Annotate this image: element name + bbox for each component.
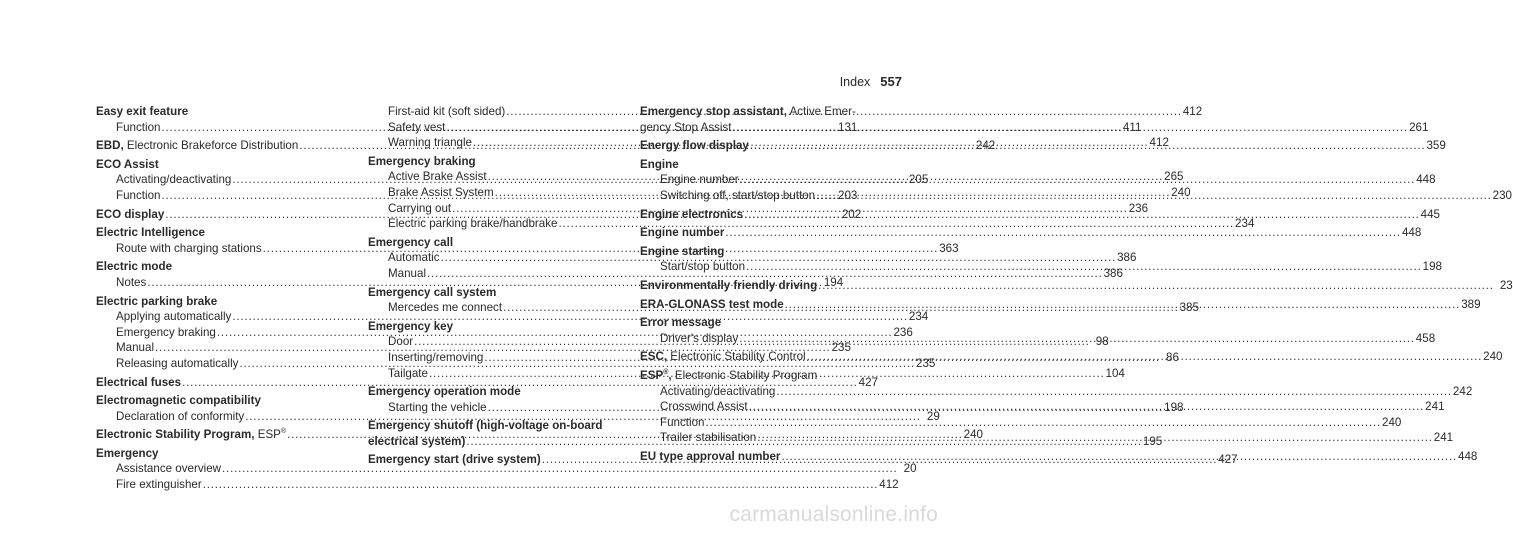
index-heading-line bbox=[640, 104, 894, 120]
subentry-text: Warning triangle bbox=[388, 136, 472, 150]
subentry-text: Starting the vehicle bbox=[388, 400, 487, 414]
page-ref: 359 bbox=[1426, 139, 1446, 153]
index-heading: Energy flow display bbox=[640, 139, 749, 153]
subentry-text: Switching off, start/stop button bbox=[660, 188, 816, 202]
index-heading-line bbox=[96, 225, 351, 241]
subentry-text: First-aid kit (soft sided) bbox=[388, 105, 506, 118]
page-ref: 385 bbox=[1179, 301, 1199, 315]
leader-dots bbox=[818, 278, 1494, 294]
page-ref: 205 bbox=[908, 173, 929, 187]
index-heading-line bbox=[640, 368, 894, 384]
page-ref: 235 bbox=[831, 341, 851, 355]
subentry-text: Manual bbox=[388, 266, 427, 280]
index-heading-line bbox=[368, 285, 622, 301]
index-heading: Emergency call bbox=[368, 235, 454, 249]
page-ref: 265 bbox=[1164, 170, 1184, 184]
index-heading: Electrical fuses bbox=[96, 375, 182, 389]
index-subentry bbox=[368, 216, 1255, 232]
page-ref: 234 bbox=[908, 310, 929, 324]
page-ref: 427 bbox=[1218, 453, 1238, 467]
leader-dots bbox=[816, 188, 1492, 204]
page-ref: 386 bbox=[1103, 266, 1123, 280]
page-ref: 241 bbox=[1425, 400, 1445, 414]
page-ref: 242 bbox=[1452, 384, 1473, 398]
subentry-text: Function bbox=[660, 415, 705, 429]
section-title: Index bbox=[839, 75, 871, 89]
index-heading: Emergency braking bbox=[368, 154, 476, 168]
subentry-text: Applying automatically bbox=[116, 310, 232, 324]
index-heading-line bbox=[640, 244, 894, 260]
leader-dots bbox=[740, 172, 1416, 188]
index-heading: ERA-GLONASS test mode bbox=[640, 297, 784, 311]
index-heading-line bbox=[368, 319, 622, 335]
index-heading-line bbox=[96, 104, 351, 120]
subentry-text: Notes bbox=[116, 275, 147, 289]
index-heading-line bbox=[640, 315, 894, 331]
index-heading-line bbox=[96, 294, 351, 310]
running-head bbox=[840, 74, 902, 89]
subentry-text: Inserting/removing bbox=[388, 350, 484, 364]
index-heading-rest: ESP® bbox=[254, 428, 287, 442]
index-heading-line bbox=[368, 384, 622, 400]
page-ref: 29 bbox=[926, 409, 940, 423]
page-ref: 203 bbox=[838, 188, 858, 202]
subentry-text: Door bbox=[388, 335, 414, 349]
index-heading: EU type approval number bbox=[640, 449, 781, 463]
index-entry bbox=[640, 225, 1422, 241]
index-heading: Emergency operation mode bbox=[368, 385, 521, 399]
page-ref: 363 bbox=[939, 241, 959, 255]
page-ref: 448 bbox=[1458, 449, 1478, 463]
subentry-text: Engine number bbox=[660, 173, 739, 187]
page-ref: 194 bbox=[823, 275, 844, 289]
subentry-text: Brake Assist System bbox=[388, 185, 494, 199]
index-subentry bbox=[96, 477, 899, 493]
leader-dots bbox=[746, 259, 1422, 275]
index-heading-rest: Active Emer- bbox=[786, 105, 856, 118]
index-heading: Engine electronics bbox=[640, 207, 744, 221]
page-ref: 131 bbox=[838, 120, 858, 134]
leader-dots bbox=[744, 207, 1420, 223]
index-heading: Emergency key bbox=[368, 319, 454, 333]
index-heading-line bbox=[96, 259, 351, 275]
index-heading: Electromagnetic compatibility bbox=[96, 394, 261, 408]
leader-dots bbox=[807, 349, 1483, 365]
page-ref: 458 bbox=[1415, 331, 1436, 345]
page-ref: 412 bbox=[879, 478, 899, 492]
page-ref: 104 bbox=[1105, 366, 1125, 380]
page-ref: 445 bbox=[1420, 207, 1440, 221]
leader-dots bbox=[203, 477, 879, 493]
page-ref: 242 bbox=[975, 139, 996, 153]
leader-dots bbox=[781, 449, 1457, 465]
leader-dots bbox=[776, 384, 1452, 400]
index-heading-rest: Electronic Brakeforce Distribution bbox=[123, 139, 299, 153]
subentry-text: Driver's display bbox=[660, 331, 739, 345]
subentry-text: Assistance overview bbox=[116, 462, 222, 476]
leader-dots bbox=[785, 297, 1461, 313]
page-ref: 448 bbox=[1416, 173, 1436, 187]
subentry-text: Automatic bbox=[388, 251, 440, 265]
subentry-text: Tailgate bbox=[388, 366, 428, 380]
index-heading: Emergency stop assistant, Active Emer- bbox=[640, 105, 856, 118]
index-heading: Emergency start (drive system) bbox=[368, 453, 541, 467]
page-ref: 427 bbox=[858, 375, 878, 389]
leader-dots bbox=[705, 415, 1381, 431]
page-ref: 389 bbox=[1461, 297, 1481, 311]
index-heading-line bbox=[640, 157, 894, 173]
subentry-text: Active Brake Assist bbox=[388, 170, 487, 184]
index-entry bbox=[640, 278, 1513, 294]
index-heading-line bbox=[640, 278, 1513, 294]
page-ref: 230 bbox=[1492, 188, 1512, 202]
page-ref: 236 bbox=[893, 325, 913, 339]
index-heading: ECO display bbox=[96, 207, 165, 221]
leader-dots bbox=[733, 120, 1409, 136]
index-heading: Engine bbox=[640, 157, 679, 171]
page-ref: 195 bbox=[1142, 434, 1163, 448]
index-heading: Error message bbox=[640, 316, 722, 330]
index-heading-rest: Electronic Stability Program bbox=[671, 368, 818, 382]
page-ref: 198 bbox=[1164, 400, 1184, 414]
page-ref: 20 bbox=[903, 462, 917, 476]
index-heading: Electric Intelligence bbox=[96, 226, 205, 240]
subentry-text: Activating/deactivating bbox=[660, 384, 776, 398]
page-ref: 23 bbox=[1499, 278, 1513, 292]
page-ref: 412 bbox=[1149, 136, 1169, 150]
index-heading: Emergency call system bbox=[368, 285, 497, 299]
index-heading-line bbox=[96, 393, 351, 409]
index-heading: ESC, Electronic Stability Control bbox=[640, 350, 806, 364]
index-heading: Engine number bbox=[640, 226, 725, 240]
page-ref: 240 bbox=[1382, 415, 1402, 429]
index-heading: Electric mode bbox=[96, 260, 173, 274]
index-heading: ESP®, Electronic Stability Program bbox=[640, 368, 818, 382]
page-ref: 240 bbox=[963, 428, 983, 442]
page-ref: 236 bbox=[1128, 201, 1149, 215]
page-ref: 98 bbox=[1095, 335, 1109, 349]
index-heading-line bbox=[368, 154, 622, 170]
page-ref: 411 bbox=[1122, 120, 1142, 134]
subentry-text: Safety vest bbox=[388, 120, 446, 134]
page-ref: 241 bbox=[1433, 431, 1454, 445]
index-heading: Electric parking brake bbox=[96, 294, 218, 308]
page-ref: 202 bbox=[841, 207, 862, 221]
page-ref: 386 bbox=[1117, 251, 1137, 265]
index-heading: Easy exit feature bbox=[96, 105, 189, 118]
subentry-text: Function bbox=[116, 188, 161, 202]
index-heading-line bbox=[368, 235, 622, 251]
subentry-text: Start/stop button bbox=[660, 260, 746, 274]
subentry-text: Trailer stabilisation bbox=[660, 431, 757, 445]
index-heading: Engine starting bbox=[640, 244, 725, 258]
index-heading: Emergency bbox=[96, 446, 159, 460]
page-ref: 412 bbox=[1182, 105, 1203, 118]
index-heading: EBD, Electronic Brakeforce Distribution bbox=[96, 139, 299, 153]
page-ref: 235 bbox=[916, 356, 936, 370]
page-number: 557 bbox=[880, 74, 902, 89]
page-ref: 240 bbox=[1171, 185, 1191, 199]
leader-dots bbox=[749, 399, 1425, 415]
subentry-text: Carrying out bbox=[388, 201, 452, 215]
index-subentry bbox=[96, 461, 917, 477]
index-heading-line bbox=[96, 157, 351, 173]
index-heading: Electronic Stability Program, ESP® bbox=[96, 428, 287, 442]
subentry-text: Releasing automatically bbox=[116, 356, 239, 370]
subentry-text: Declaration of conformity bbox=[116, 409, 245, 423]
page-ref: 448 bbox=[1401, 226, 1422, 240]
leader-dots bbox=[725, 225, 1401, 241]
subentry-text: Mercedes me connect bbox=[388, 301, 503, 315]
index-subentry bbox=[640, 384, 1473, 400]
subentry-text: Manual bbox=[116, 341, 155, 355]
index-heading-line bbox=[640, 225, 1422, 241]
leader-dots bbox=[739, 331, 1415, 347]
index-heading-line bbox=[96, 446, 351, 462]
page-ref: 240 bbox=[1483, 350, 1503, 364]
index-heading: Emergency shutoff (high-voltage on-board bbox=[368, 419, 603, 433]
index-heading-rest: Electronic Stability Control bbox=[667, 350, 806, 364]
page-ref: 86 bbox=[1166, 350, 1179, 364]
index-continuation: electrical system) bbox=[368, 434, 466, 448]
index-heading: Environmentally friendly driving bbox=[640, 278, 818, 292]
page-ref: 234 bbox=[1235, 217, 1255, 231]
leader-dots bbox=[757, 430, 1433, 446]
index-continuation: gency Stop Assist bbox=[640, 120, 732, 134]
subentry-text: Fire extinguisher bbox=[116, 478, 202, 492]
subentry-text: Activating/deactivating bbox=[116, 173, 232, 187]
subentry-text: Function bbox=[116, 120, 161, 134]
subentry-text: Crosswind Assist bbox=[660, 400, 748, 414]
index-heading: ECO Assist bbox=[96, 157, 159, 171]
watermark: carmanualsonline.info bbox=[729, 503, 938, 526]
leader-dots bbox=[750, 138, 1426, 154]
subentry-text: Emergency braking bbox=[116, 325, 216, 339]
index-heading-line bbox=[368, 418, 622, 434]
subentry-text: Electric parking brake/handbrake bbox=[388, 217, 558, 231]
page-ref: 261 bbox=[1409, 120, 1429, 134]
page-ref: 198 bbox=[1422, 260, 1442, 274]
subentry-text: Route with charging stations bbox=[116, 241, 262, 255]
